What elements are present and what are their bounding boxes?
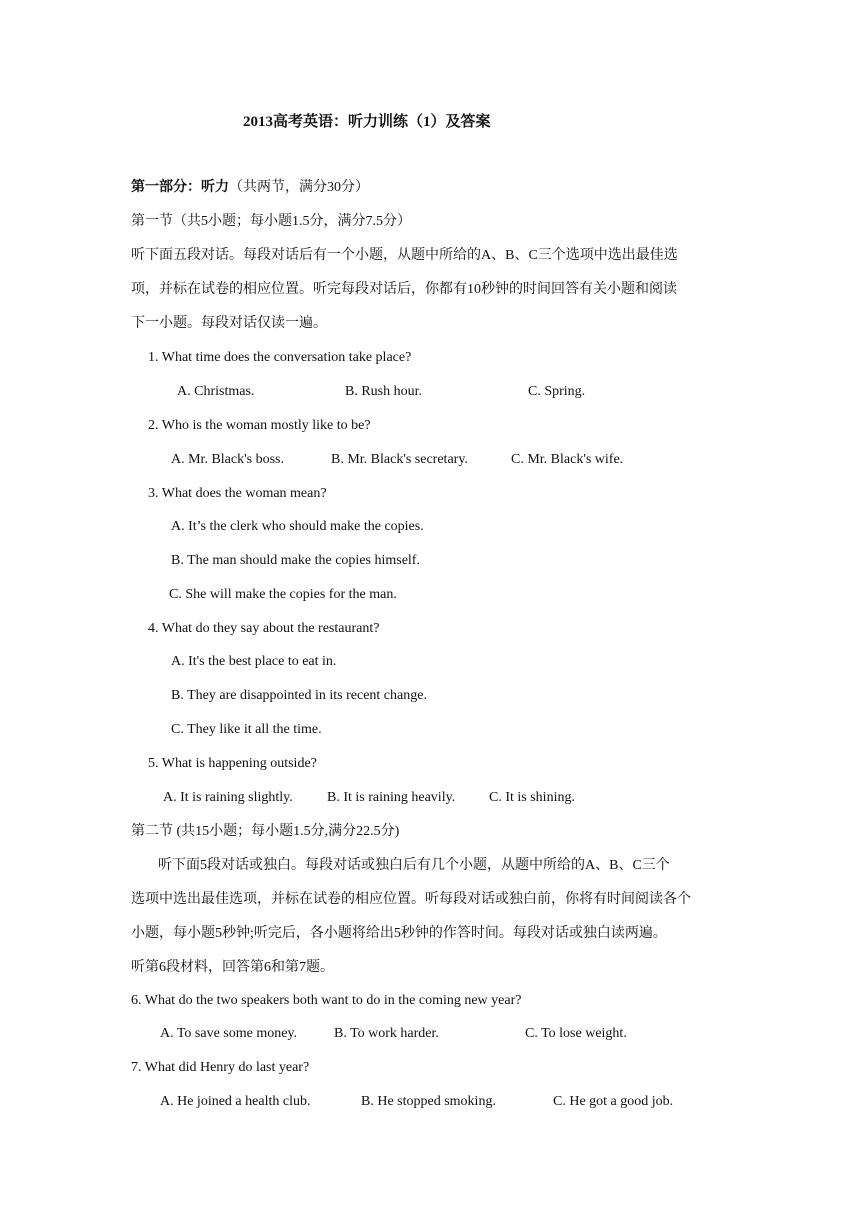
option-c: C. To lose weight. [525,1026,627,1041]
option-b: B. They are disappointed in its recent change. [171,688,427,703]
question-4: 4. What do they say about the restaurant? [148,621,380,636]
option-c: C. Mr. Black's wife. [511,452,624,467]
part1-heading [131,178,369,198]
material-note: 听第6段材料，回答第6和第7题。 [131,960,334,975]
question-2: 2. Who is the woman mostly like to be? [148,418,371,433]
section1-heading: 第一节（共5小题；每小题1.5分，满分7.5分） [131,214,411,229]
option-a: A. He joined a health club. [160,1094,311,1109]
section2-heading: 第二节 (共15小题；每小题1.5分,满分22.5分) [131,824,400,839]
option-b: B. He stopped smoking. [361,1094,496,1109]
question-7: 7. What did Henry do last year? [131,1060,310,1075]
option-a: A. It’s the clerk who should make the copies. [171,519,424,534]
section1-instruction-line: 下一小题。每段对话仅读一遍。 [131,316,327,331]
section1-instruction-line: 听下面五段对话。每段对话后有一个小题，从题中所给的A、B、C三个选项中选出最佳选 [131,248,678,263]
question-5: 5. What is happening outside? [148,756,317,771]
option-a: A. To save some money. [160,1026,298,1041]
option-b: B. The man should make the copies himself. [171,553,420,568]
option-c: C. She will make the copies for the man. [169,587,397,602]
option-b: B. Mr. Black's secretary. [331,452,468,467]
option-c: C. He got a good job. [553,1094,674,1109]
part1-heading-rest: （共两节，满分30分） [229,180,369,195]
section2-instruction-line: 小题，每小题5秒钟;听完后，各小题将给出5秒钟的作答时间。每段对话或独白读两遍。 [131,926,667,941]
option-b: B. Rush hour. [345,384,423,399]
option-a: A. Christmas. [177,384,255,399]
part1-heading-bold: 第一部分：听力 [131,180,229,195]
page-title: 2013高考英语：听力训练（1）及答案 [243,114,491,130]
option-c: C. It is shining. [489,790,575,805]
option-a: A. Mr. Black's boss. [171,452,284,467]
section2-instruction-line: 听下面5段对话或独白。每段对话或独白后有几个小题，从题中所给的A、B、C三个 [158,858,670,873]
option-b: B. To work harder. [334,1026,439,1041]
option-a: A. It is raining slightly. [163,790,293,805]
question-1: 1. What time does the conversation take place? [148,350,412,365]
option-c: C. Spring. [528,384,586,399]
option-b: B. It is raining heavily. [327,790,456,805]
section2-instruction-line: 选项中选出最佳选项，并标在试卷的相应位置。听每段对话或独白前，你将有时间阅读各个 [131,892,691,907]
question-6: 6. What do the two speakers both want to do in the coming new year? [131,993,522,1008]
option-c: C. They like it all the time. [171,722,322,737]
option-a: A. It's the best place to eat in. [171,654,337,669]
question-3: 3. What does the woman mean? [148,486,327,501]
section1-instruction-line: 项，并标在试卷的相应位置。听完每段对话后，你都有10秒钟的时间回答有关小题和阅读 [131,282,677,297]
